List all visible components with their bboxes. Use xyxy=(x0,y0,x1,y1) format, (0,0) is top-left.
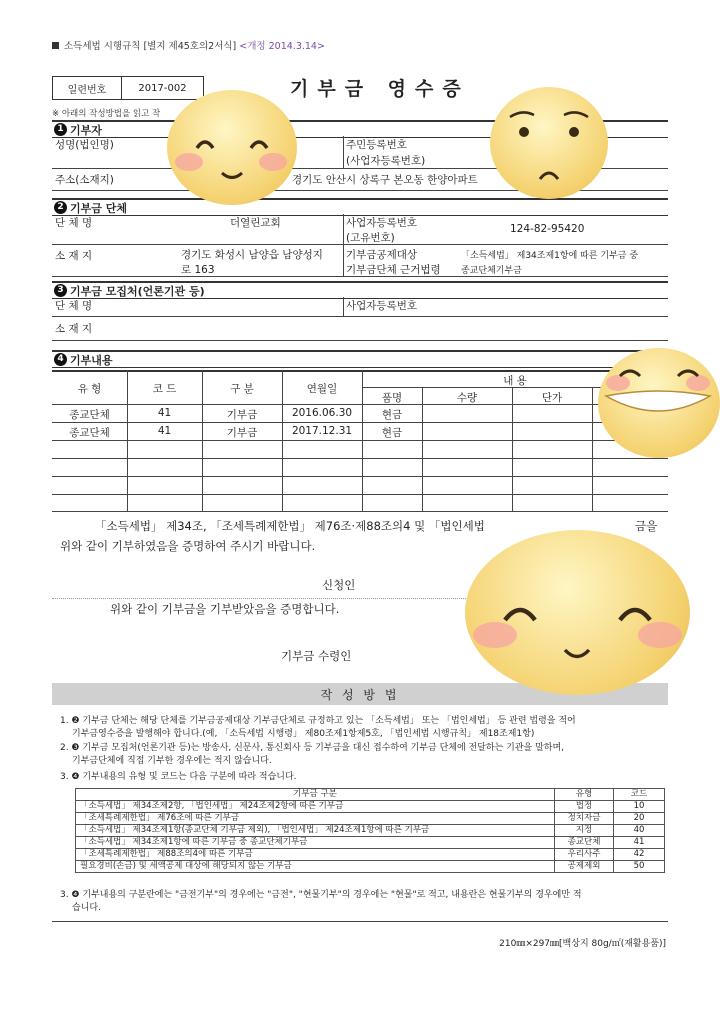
table-line xyxy=(52,458,668,459)
row1-type: 종교단체 xyxy=(69,409,110,421)
row1-class: 기부금 xyxy=(226,409,258,421)
column-divider xyxy=(592,387,593,511)
col-qty-header: 수량 xyxy=(456,392,478,404)
instruction-2-line-1: 2. ❸ 기부금 모집처(언론기관 등)는 방송사, 신문사, 통신회사 등 기부금을 대신 접수하여 기부금 단체에 전달하는 기관을 말하며, xyxy=(60,743,565,753)
row-divider xyxy=(52,340,668,341)
row-desc: 「소득세법」 제34조제1항(종교단체 기부금 제외), 「법인세법」 제24조제1항에 따른 기부금 xyxy=(76,825,555,837)
smiling-face-features xyxy=(167,90,297,205)
org-basis-label-2: 기부금단체 근거법령 xyxy=(346,264,441,276)
row-code: 41 xyxy=(614,837,665,849)
law-reference: 소득세법 시행규칙 [별지 제45호의2서식] xyxy=(64,41,237,52)
org-basis-value-1: 「소득세법」 제34조제1항에 따른 기부금 중 xyxy=(461,251,639,261)
row1-date: 2016.06.30 xyxy=(291,407,353,419)
confirmation-text: 위와 같이 기부금을 기부받았음을 증명합니다. xyxy=(110,602,340,616)
table-row xyxy=(76,825,665,837)
section-title: 기부내용 xyxy=(70,353,113,367)
revision-date: <개정 2014.3.14> xyxy=(239,41,325,52)
instructions-heading: 작 성 방 법 xyxy=(52,683,668,705)
table-line xyxy=(52,422,668,423)
row2-class: 기부금 xyxy=(226,427,258,439)
org-location-value-2: 로 163 xyxy=(181,264,215,276)
collector-location-label: 소 재 지 xyxy=(55,323,93,335)
row-desc: 필요경비(손금) 및 세액공제 대상에 해당되지 않는 기부금 xyxy=(76,861,555,873)
section-contents-header xyxy=(52,350,668,368)
row-code: 42 xyxy=(614,849,665,861)
section-organization-header xyxy=(52,198,668,216)
section-number: 1 xyxy=(54,123,67,136)
column-divider xyxy=(422,387,423,511)
donor-id-label: 주민등록번호 xyxy=(346,139,407,151)
code-table xyxy=(75,788,665,873)
col-code-header: 코 드 xyxy=(152,383,177,395)
smiling-face-icon xyxy=(167,90,297,205)
statement-line-2: 위와 같이 기부하였음을 증명하여 주시기 바랍니다. xyxy=(60,539,316,553)
header-class: 기부금 구분 xyxy=(76,789,555,801)
section-number: 4 xyxy=(54,353,67,366)
table-row xyxy=(76,801,665,813)
instruction-note: ※ 아래의 작성방법을 읽고 작 xyxy=(52,109,161,119)
header-type: 유형 xyxy=(555,789,614,801)
org-name-value: 더열린교회 xyxy=(230,217,281,229)
donor-name-label: 성명(법인명) xyxy=(55,139,114,151)
header-code: 코드 xyxy=(614,789,665,801)
org-basis-value-2: 종교단체기부금 xyxy=(461,266,522,276)
instruction-1-line-1: 1. ❷ 기부금 단체는 해당 단체를 기부금공제대상 기부금단체로 규정하고 있는 「소득세법」 또는 「법인세법」 등 관련 법령을 적어 xyxy=(60,716,576,726)
divider xyxy=(343,297,344,316)
donor-address-value: 경기도 안산시 상록구 본오동 한양아파트 xyxy=(292,174,478,186)
row-code: 50 xyxy=(614,861,665,873)
statement-line-1: 「소득세법」 제34조, 「조세특례제한법」 제76조·제88조의4 및 「법인세법 xyxy=(95,519,485,533)
section-collector-header xyxy=(52,281,668,299)
col-type-header: 유 형 xyxy=(77,383,102,395)
org-location-label: 소 재 지 xyxy=(55,250,93,262)
serial-label: 일련번호 xyxy=(53,77,122,99)
paper-spec: 210㎜×297㎜[백상지 80g/㎡(재활용품)] xyxy=(499,939,666,949)
org-reg-label: 사업자등록번호 xyxy=(346,217,418,229)
recipient-label: 기부금 수령인 xyxy=(281,649,352,663)
divider xyxy=(343,136,344,168)
org-basis-label-1: 기부금공제대상 xyxy=(346,249,418,261)
collector-reg-label: 사업자등록번호 xyxy=(346,300,418,312)
column-divider xyxy=(512,387,513,511)
col-class-header: 구 분 xyxy=(230,383,254,395)
divider xyxy=(343,214,344,276)
row-divider xyxy=(52,276,668,277)
section-title: 기부금 모집처(언론기관 등) xyxy=(70,284,205,298)
table-top xyxy=(52,370,668,372)
section-number: 3 xyxy=(54,284,67,297)
bottom-rule xyxy=(52,921,668,922)
section-number: 2 xyxy=(54,201,67,214)
grinning-face-features xyxy=(598,348,720,458)
instruction-1-line-2: 기부금영수증을 발행해야 합니다.(예, 「소득세법 시행령」 제80조제1항제5호, 「법인세법 시행규칙」 제18조제1항) xyxy=(72,729,535,739)
worried-face-features xyxy=(490,87,608,199)
statement-line-1-end: 금을 xyxy=(635,519,658,533)
collector-name-label: 단 체 명 xyxy=(55,300,93,312)
row-type: 정치자금 xyxy=(555,813,614,825)
serial-value: 2017-002 xyxy=(138,82,187,94)
section-title: 기부자 xyxy=(70,123,102,137)
instruction-4-line-1: 3. ❹ 기부내용의 구분란에는 "금전기부"의 경우에는 "금전", "현물기부"의 경우에는 "현물"로 적고, 내용란은 현물기부의 경우에만 적 xyxy=(60,890,582,900)
donor-id-label-2: (사업자등록번호) xyxy=(346,155,426,167)
table-row xyxy=(76,837,665,849)
row-desc: 「조세특례제한법」 제76조에 따른 기부금 xyxy=(76,813,555,825)
document-title: 기부금 영수증 xyxy=(290,78,470,100)
row-type: 우리사주 xyxy=(555,849,614,861)
row-code: 10 xyxy=(614,801,665,813)
instruction-4-line-2: 습니다. xyxy=(72,903,101,913)
col-price-header: 단가 xyxy=(541,392,563,404)
happy-face-features xyxy=(465,530,690,695)
table-row xyxy=(76,813,665,825)
table-line xyxy=(52,494,668,495)
row-type: 공제제외 xyxy=(555,861,614,873)
table-row xyxy=(76,861,665,873)
row-type: 법정 xyxy=(555,801,614,813)
org-reg-value: 124-82-95420 xyxy=(510,223,585,235)
instruction-3: 3. ❹ 기부내용의 유형 및 코드는 다음 구분에 따라 적습니다. xyxy=(60,772,297,782)
row-type: 지정 xyxy=(555,825,614,837)
row-code: 20 xyxy=(614,813,665,825)
table-line xyxy=(52,476,668,477)
col-date-header: 연월일 xyxy=(306,383,338,395)
donor-address-label: 주소(소재지) xyxy=(55,174,114,186)
row2-type: 종교단체 xyxy=(69,427,110,439)
col-item-header: 품명 xyxy=(381,392,403,404)
table-header-row xyxy=(76,789,665,801)
section-title: 기부금 단체 xyxy=(70,201,127,215)
row-code: 40 xyxy=(614,825,665,837)
applicant-label: 신청인 xyxy=(322,578,356,592)
row2-date: 2017.12.31 xyxy=(291,425,353,437)
row1-item: 현금 xyxy=(381,409,403,421)
grinning-face-icon xyxy=(598,348,720,458)
row2-item: 현금 xyxy=(381,427,403,439)
happy-face-icon xyxy=(465,530,690,695)
org-reg-label-2: (고유번호) xyxy=(346,232,395,244)
col-content-header: 내 용 xyxy=(503,375,527,387)
row-desc: 「소득세법」 제34조제1항에 따른 기부금 중 종교단체기부금 xyxy=(76,837,555,849)
table-line xyxy=(52,511,668,512)
table-line xyxy=(52,440,668,441)
row-desc: 「조세특례제한법」 제88조의4에 따른 기부금 xyxy=(76,849,555,861)
org-location-value-1: 경기도 화성시 남양읍 남양성지 xyxy=(181,249,323,261)
row2-code: 41 xyxy=(157,425,172,437)
org-name-label: 단 체 명 xyxy=(55,217,93,229)
row-divider xyxy=(52,316,668,317)
table-row xyxy=(76,849,665,861)
row-type: 종교단체 xyxy=(555,837,614,849)
row-desc: 「소득세법」 제34조제2항, 「법인세법」 제24조제2항에 따른 기부금 xyxy=(76,801,555,813)
contents-table xyxy=(52,370,668,512)
row1-code: 41 xyxy=(157,407,172,419)
worried-face-icon xyxy=(490,87,608,199)
instruction-2-line-2: 기부금단체에 직접 기부한 경우에는 적지 않습니다. xyxy=(72,756,272,766)
form-reference xyxy=(52,38,325,52)
square-bullet-icon xyxy=(52,42,59,49)
row-divider xyxy=(52,244,668,245)
